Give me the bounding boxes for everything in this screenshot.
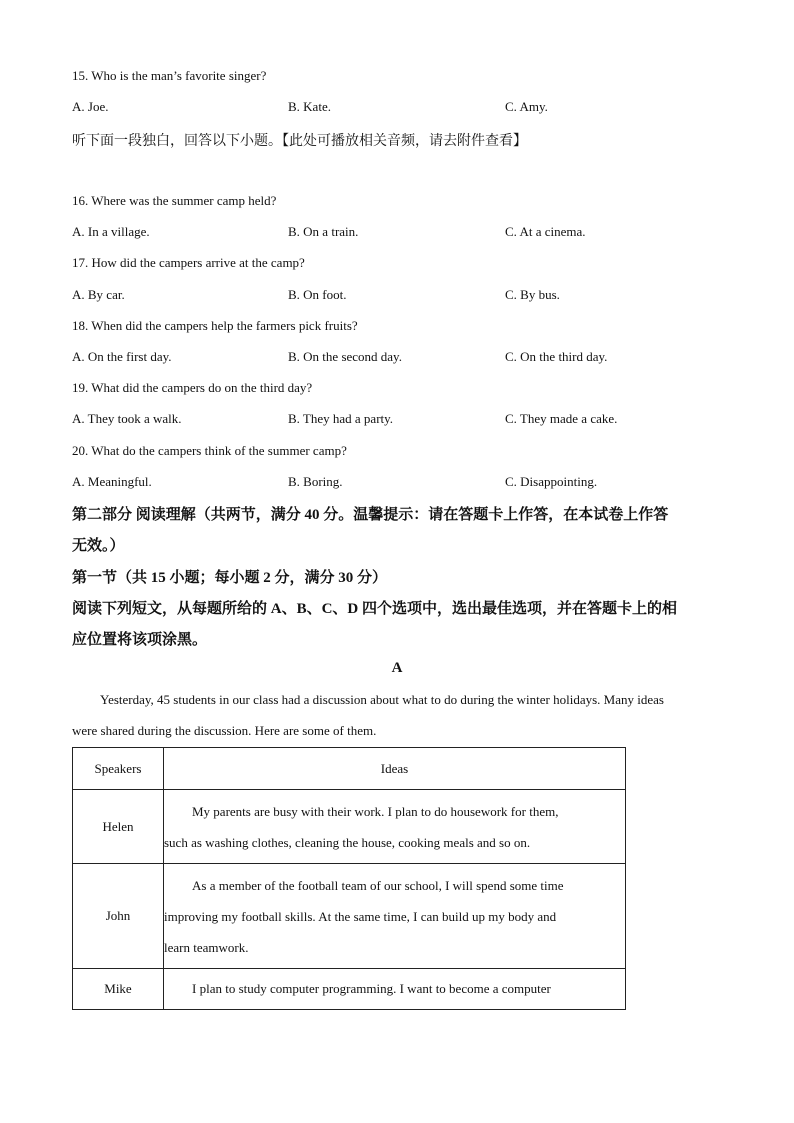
- option-c: C. On the third day.: [505, 349, 608, 364]
- table-row: [73, 969, 626, 1010]
- option-a: A. They took a walk.: [72, 411, 182, 426]
- option-b: B. On a train.: [288, 224, 359, 239]
- passage-line: Yesterday, 45 students in our class had a discussion about what to do during the winter holidays. Many ideas: [100, 692, 664, 707]
- idea-cell: [164, 864, 626, 969]
- monologue-instruction: 听下面一段独白，回答以下小题。【此处可播放相关音频，请去附件查看】: [72, 134, 527, 149]
- idea-cell: [164, 790, 626, 864]
- option-a: A. Meaningful.: [72, 474, 152, 489]
- ideas-table: [72, 747, 626, 1010]
- table-row: [73, 790, 626, 864]
- idea-line: improving my football skills. At the same time, I can build up my body and: [164, 908, 557, 924]
- option-a: A. Joe.: [72, 99, 109, 114]
- part2-heading-cont: 无效。）: [72, 538, 125, 554]
- idea-line: As a member of the football team of our school, I will spend some time: [192, 877, 564, 893]
- idea-line: such as washing clothes, cleaning the house, cooking meals and so on.: [164, 834, 531, 850]
- passage-letter: A: [391, 660, 403, 676]
- option-a: A. On the first day.: [72, 349, 172, 364]
- option-b: B. On foot.: [288, 287, 347, 302]
- passage-line: were shared during the discussion. Here are some of them.: [72, 723, 377, 738]
- speaker-cell: Mike: [73, 969, 164, 1010]
- option-b: B. Kate.: [288, 99, 331, 114]
- option-a: A. By car.: [72, 287, 125, 302]
- question-17: 17. How did the campers arrive at the camp?: [72, 255, 305, 270]
- idea-line: My parents are busy with their work. I plan to do housework for them,: [192, 803, 559, 819]
- question-18: 18. When did the campers help the farmers pick fruits?: [72, 318, 358, 333]
- option-a: A. In a village.: [72, 224, 150, 239]
- table-row: [73, 864, 626, 969]
- option-b: B. On the second day.: [288, 349, 402, 364]
- header-speakers: Speakers: [73, 748, 164, 790]
- option-c: C. Amy.: [505, 99, 548, 114]
- section1-heading: 第一节（共 15 小题；每小题 2 分，满分 30 分）: [72, 570, 388, 586]
- question-15: 15. Who is the man’s favorite singer?: [72, 68, 267, 83]
- option-c: C. Disappointing.: [505, 474, 598, 489]
- option-b: B. Boring.: [288, 474, 343, 489]
- header-ideas: Ideas: [164, 748, 626, 790]
- question-19: 19. What did the campers do on the third day?: [72, 380, 313, 395]
- part2-heading: 第二部分 阅读理解（共两节，满分 40 分。温馨提示：请在答题卡上作答，在本试卷上作答: [72, 507, 669, 523]
- reading-instruction-cont: 应位置将该项涂黑。: [72, 632, 208, 648]
- option-c: C. By bus.: [505, 287, 560, 302]
- table-header-row: [73, 748, 626, 790]
- question-20: 20. What do the campers think of the summer camp?: [72, 443, 347, 458]
- option-c: C. They made a cake.: [505, 411, 618, 426]
- speaker-cell: Helen: [73, 790, 164, 864]
- option-c: C. At a cinema.: [505, 224, 586, 239]
- idea-line: learn teamwork.: [164, 939, 249, 955]
- speaker-cell: John: [73, 864, 164, 969]
- reading-instruction: 阅读下列短文，从每题所给的 A、B、C、D 四个选项中，选出最佳选项，并在答题卡上的相: [72, 601, 678, 617]
- question-16: 16. Where was the summer camp held?: [72, 193, 277, 208]
- idea-cell: [164, 969, 626, 1010]
- idea-line: I plan to study computer programming. I want to become a computer: [192, 981, 551, 996]
- option-b: B. They had a party.: [288, 411, 394, 426]
